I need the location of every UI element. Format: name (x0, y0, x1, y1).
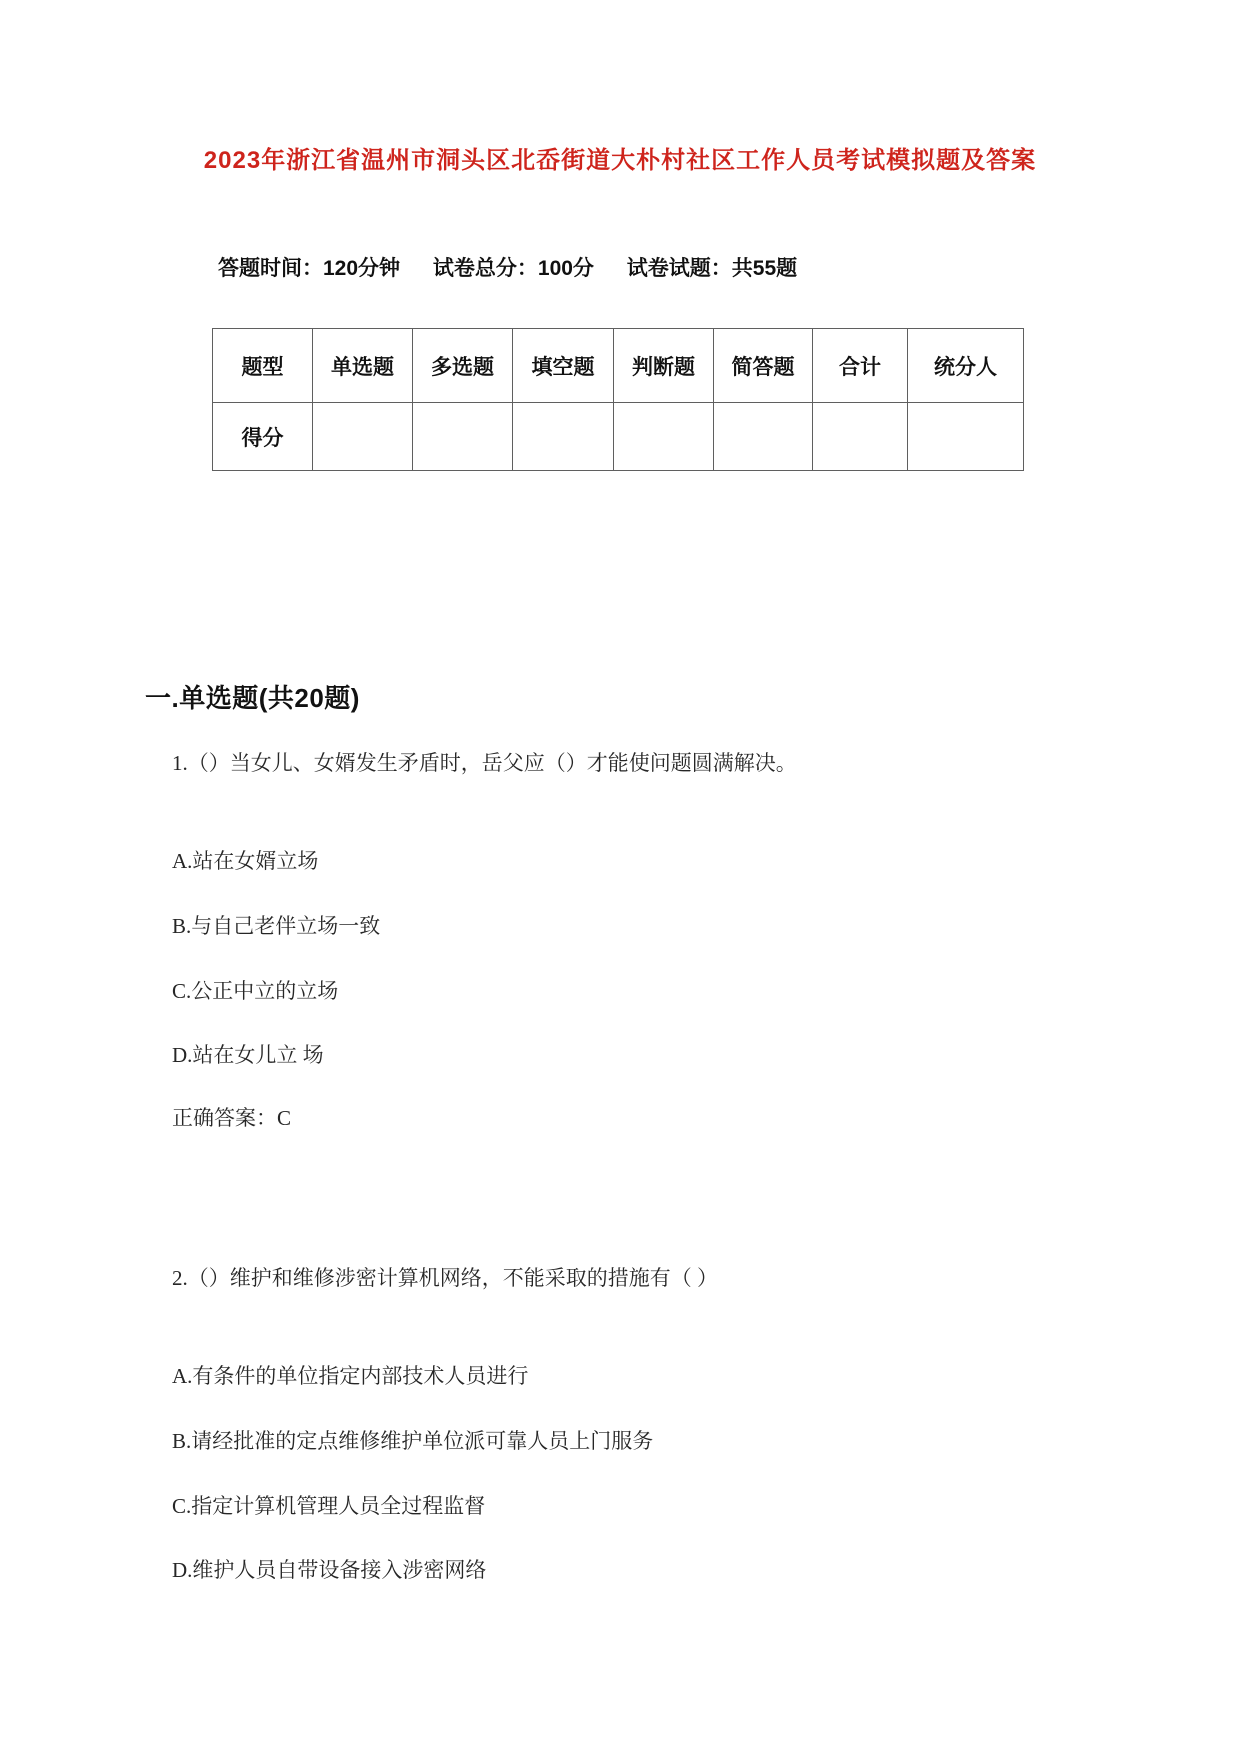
score-empty-cell (313, 403, 413, 471)
score-table-header-row (213, 329, 1024, 403)
exam-question-count: 试卷试题：共55题 (626, 257, 798, 280)
score-empty-cell (413, 403, 513, 471)
question-2-option-d: D.维护人员自带设备接入涉密网络 (172, 1558, 487, 1582)
score-table (212, 328, 1024, 471)
question-1-option-d: D.站在女儿立 场 (172, 1043, 324, 1067)
question-1-text: 1.（）当女儿、女婿发生矛盾时，岳父应（）才能使问题圆满解决。 (172, 751, 797, 775)
header-cell-true-false: 判断题 (614, 329, 714, 403)
page-title: 2023年浙江省温州市洞头区北岙街道大朴村社区工作人员考试模拟题及答案 (203, 147, 1037, 174)
header-cell-short-answer: 简答题 (714, 329, 813, 403)
header-cell-scorer: 统分人 (908, 329, 1024, 403)
score-label-cell: 得分 (213, 403, 313, 471)
question-2-text: 2.（）维护和维修涉密计算机网络，不能采取的措施有（ ） (172, 1266, 718, 1290)
header-cell-total: 合计 (813, 329, 908, 403)
question-1-option-a: A.站在女婿立场 (172, 849, 319, 873)
score-empty-cell (908, 403, 1024, 471)
score-empty-cell (714, 403, 813, 471)
question-1-answer: 正确答案：C (172, 1106, 292, 1130)
score-empty-cell (614, 403, 714, 471)
header-cell-multi-choice: 多选题 (413, 329, 513, 403)
exam-info-line (218, 252, 797, 282)
question-1-option-c: C.公正中立的立场 (172, 979, 339, 1003)
header-cell-fill-blank: 填空题 (513, 329, 614, 403)
header-cell-question-type: 题型 (213, 329, 313, 403)
question-1-option-b: B.与自己老伴立场一致 (172, 914, 381, 938)
question-2-option-c: C.指定计算机管理人员全过程监督 (172, 1494, 486, 1518)
header-cell-single-choice: 单选题 (313, 329, 413, 403)
score-empty-cell (513, 403, 614, 471)
section-heading-single-choice: 一.单选题(共20题) (145, 683, 360, 713)
score-table-score-row (213, 403, 1024, 471)
score-empty-cell (813, 403, 908, 471)
exam-total-score: 试卷总分：100分 (432, 257, 594, 280)
exam-time: 答题时间：120分钟 (218, 257, 401, 280)
question-2-option-b: B.请经批准的定点维修维护单位派可靠人员上门服务 (172, 1429, 654, 1453)
question-2-option-a: A.有条件的单位指定内部技术人员进行 (172, 1364, 529, 1388)
